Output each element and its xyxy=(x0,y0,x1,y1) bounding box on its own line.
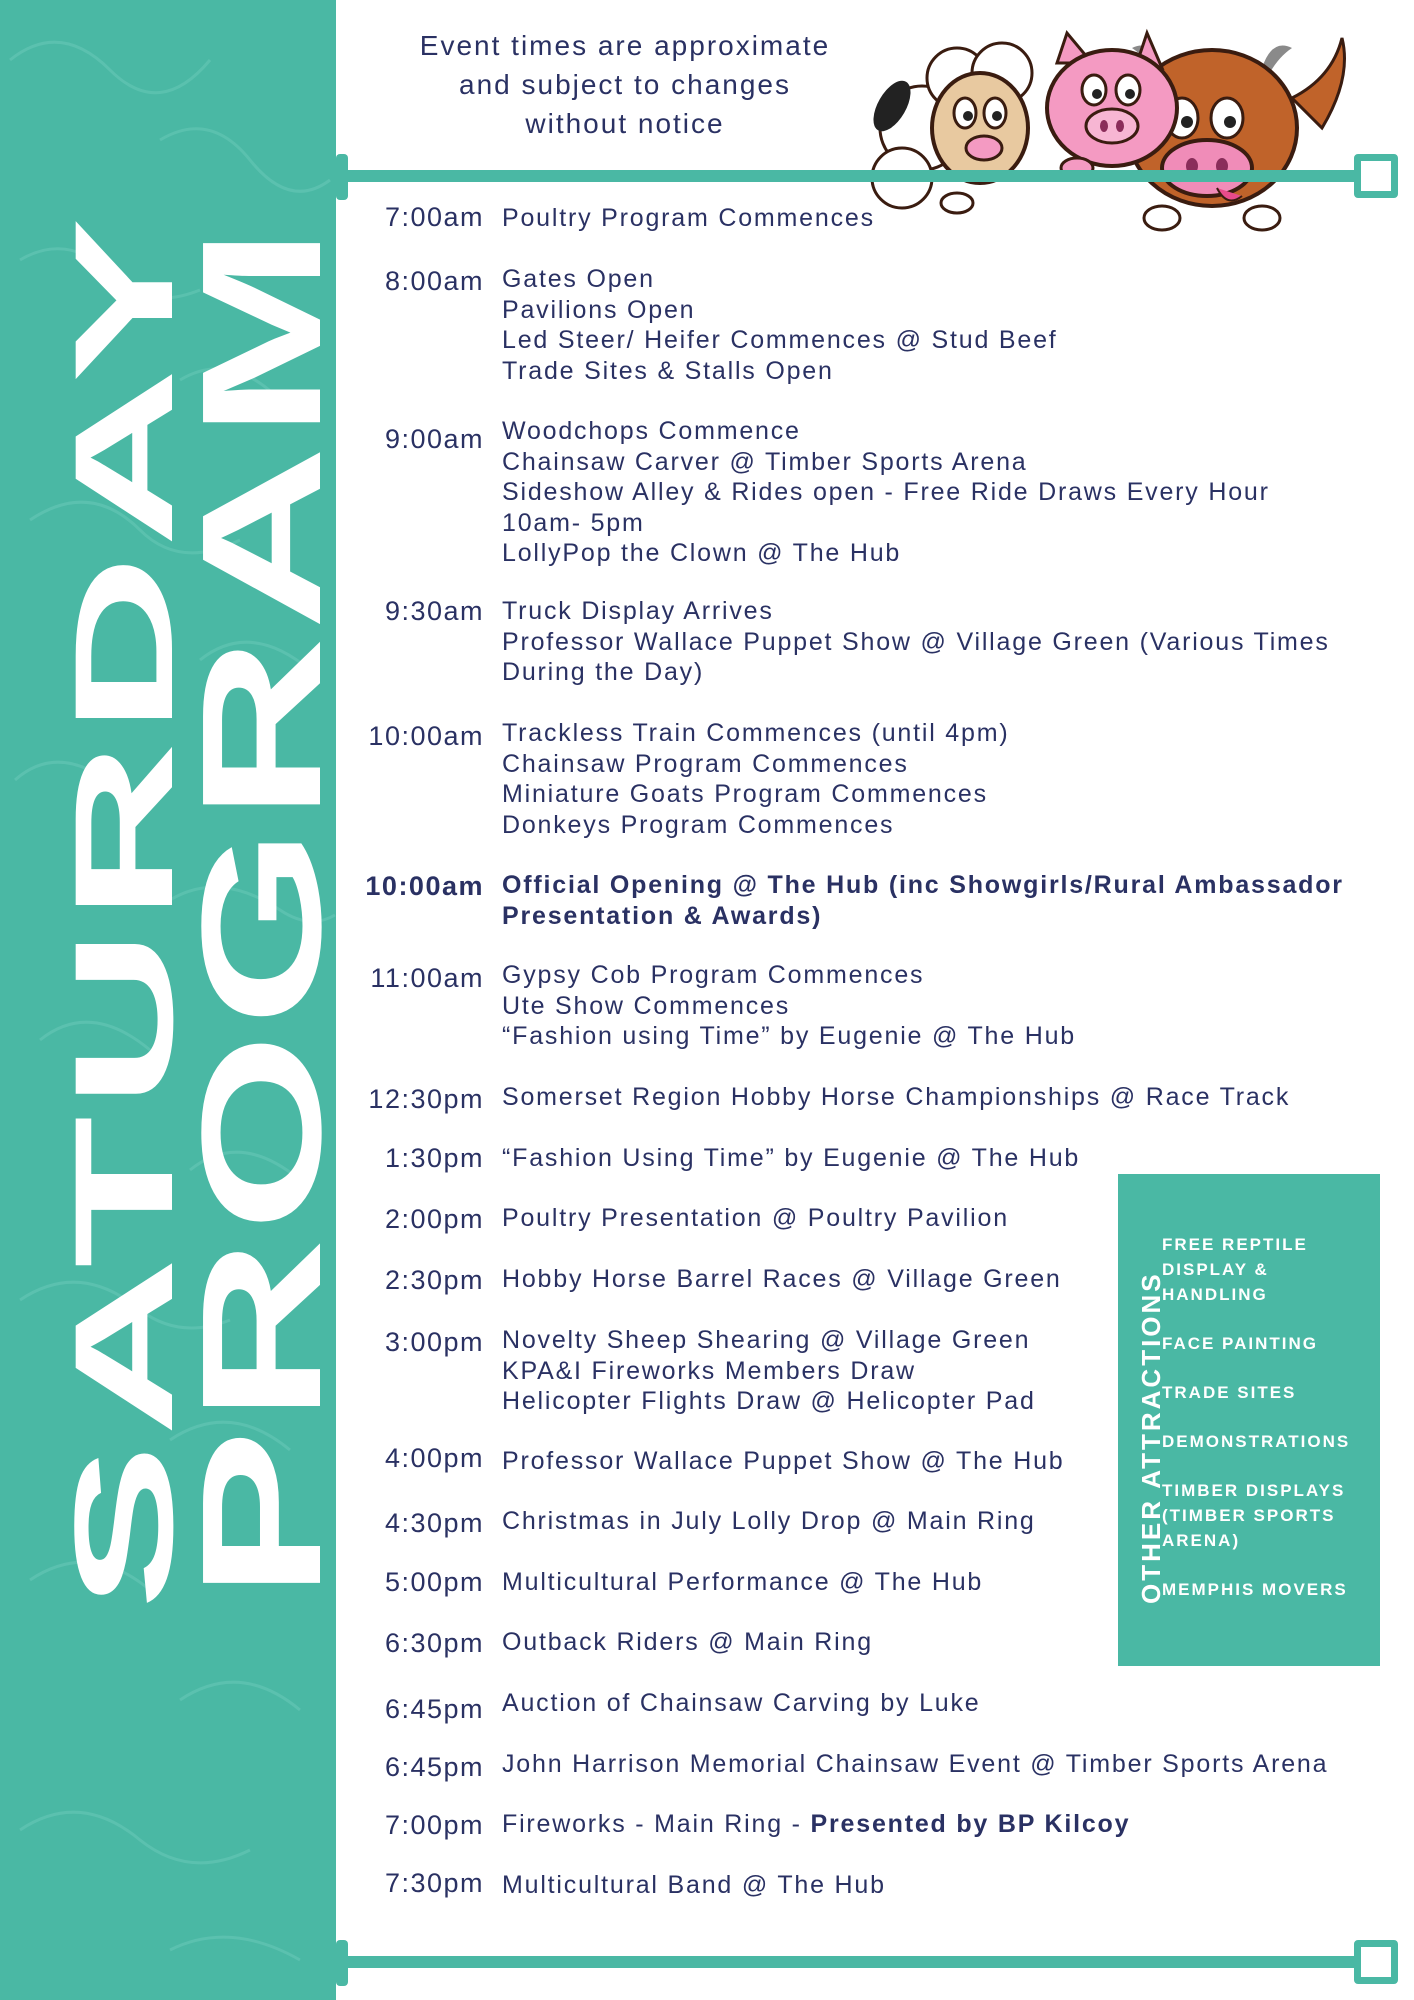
event-item: Pavilions Open xyxy=(502,295,696,324)
event-item: Trackless Train Commences (until 4pm) xyxy=(502,719,1010,747)
event-items xyxy=(502,596,1402,688)
event-time: 2:30pm xyxy=(384,1265,484,1295)
attractions-list xyxy=(1162,1232,1376,1626)
event-item: Hobby Horse Barrel Races @ Village Green xyxy=(502,1265,1062,1293)
event-item: LollyPop the Clown @ The Hub xyxy=(502,539,902,567)
other-attractions-box xyxy=(1118,1174,1380,1666)
notice-line-1: Event times are approximate xyxy=(419,30,831,61)
event-item: Donkeys Program Commences xyxy=(502,810,895,839)
event-time: 3:00pm xyxy=(384,1327,484,1357)
event-item: “Fashion Using Time” by Eugenie @ The Hub xyxy=(502,1144,1081,1172)
event-item: Chainsaw Carver @ Timber Sports Arena xyxy=(502,447,1028,476)
attraction-item: MEMPHIS MOVERS xyxy=(1162,1580,1348,1599)
event-item: 10am- 5pm xyxy=(502,508,645,537)
notice-line-2: and subject to changes xyxy=(459,69,791,100)
event-time: 4:30pm xyxy=(384,1508,484,1538)
event-time: 7:00am xyxy=(384,202,484,232)
event-item: Poultry Program Commences xyxy=(502,204,875,232)
event-item: Professor Wallace Puppet Show @ The Hub xyxy=(502,1447,1065,1475)
event-time: 11:00am xyxy=(370,963,484,993)
event-item xyxy=(502,1809,1402,1840)
top-rail xyxy=(336,170,1376,182)
title-sidebar xyxy=(0,0,357,2000)
event-items xyxy=(502,718,1402,840)
event-item: KPA&I Fireworks Members Draw xyxy=(502,1356,916,1385)
event-time: 6:30pm xyxy=(384,1628,484,1658)
event-items xyxy=(502,870,1402,931)
event-item: Miniature Goats Program Commences xyxy=(502,780,988,808)
event-time: 12:30pm xyxy=(368,1084,484,1114)
event-item: Somerset Region Hobby Horse Championships @ Race Track xyxy=(502,1083,1291,1111)
event-item: Christmas in July Lolly Drop @ Main Ring xyxy=(502,1507,1036,1535)
event-item: John Harrison Memorial Chainsaw Event @ Timber Sports Arena xyxy=(502,1750,1329,1778)
event-time: 9:00am xyxy=(384,424,484,454)
event-time: 2:00pm xyxy=(384,1204,484,1234)
attraction-item: FREE REPTILE DISPLAY & HANDLING xyxy=(1162,1235,1308,1304)
bottom-rail-right-cap xyxy=(1354,1940,1398,1984)
event-item: Trade Sites & Stalls Open xyxy=(502,356,834,385)
sheep-icon xyxy=(866,43,1032,213)
attraction-item: DEMONSTRATIONS xyxy=(1162,1432,1351,1451)
event-item: Truck Display Arrives xyxy=(502,597,774,625)
event-item: Gates Open xyxy=(502,265,655,293)
event-time: 1:30pm xyxy=(384,1143,484,1173)
event-items xyxy=(502,416,1402,569)
event-item: Professor Wallace Puppet Show @ Village Green (Various Times xyxy=(502,627,1330,656)
event-item: Led Steer/ Heifer Commences @ Stud Beef xyxy=(502,326,1058,354)
event-item: Ute Show Commences xyxy=(502,991,791,1020)
event-item: Woodchops Commence xyxy=(502,417,801,445)
event-items xyxy=(502,1809,1402,1840)
event-time: 8:00am xyxy=(384,266,484,296)
event-item: Novelty Sheep Shearing @ Village Green xyxy=(502,1326,1031,1354)
event-item: Sideshow Alley & Rides open - Free Ride Draws Every Hour xyxy=(502,478,1270,506)
event-item: Poultry Presentation @ Poultry Pavilion xyxy=(502,1204,1009,1232)
event-time: 7:30pm xyxy=(384,1868,484,1898)
event-time: 10:00am xyxy=(365,871,484,901)
event-item: Multicultural Band @ The Hub xyxy=(502,1871,886,1899)
event-time: 5:00pm xyxy=(384,1567,484,1597)
event-item: Gypsy Cob Program Commences xyxy=(502,961,925,989)
bottom-rail xyxy=(336,1956,1376,1968)
event-items xyxy=(502,1143,1402,1174)
event-time: 10:00am xyxy=(368,721,484,751)
top-rail-right-cap xyxy=(1354,154,1398,198)
event-item: Chainsaw Program Commences xyxy=(502,749,909,778)
event-item: Outback Riders @ Main Ring xyxy=(502,1628,873,1656)
event-items xyxy=(502,1749,1402,1780)
event-items xyxy=(502,1688,1402,1719)
event-item-text: Fireworks - Main Ring - xyxy=(502,1810,811,1838)
attraction-item: TRADE SITES xyxy=(1162,1383,1297,1402)
event-time: 6:45pm xyxy=(384,1752,484,1782)
other-attractions-heading: OTHER ATTRACTIONS xyxy=(1136,1271,1166,1604)
event-items xyxy=(502,264,1402,386)
event-items xyxy=(502,1870,1402,1901)
sponsor-text: Presented by BP Kilcoy xyxy=(810,1810,1131,1838)
event-time: 7:00pm xyxy=(384,1810,484,1840)
event-time: 9:30am xyxy=(384,596,484,626)
event-time: 6:45pm xyxy=(384,1694,484,1724)
event-item: Multicultural Performance @ The Hub xyxy=(502,1568,984,1596)
notice-text xyxy=(360,26,890,143)
event-items xyxy=(502,1082,1402,1113)
title-program: PROGRAM xyxy=(167,684,357,1600)
attraction-item: FACE PAINTING xyxy=(1162,1334,1319,1353)
vertical-title xyxy=(0,0,357,2000)
event-time: 4:00pm xyxy=(384,1443,484,1473)
event-item: During the Day) xyxy=(502,658,705,686)
title-saturday: SATURDAY xyxy=(45,823,202,1610)
event-item: Helicopter Flights Draw @ Helicopter Pad xyxy=(502,1387,1036,1415)
notice-line-3: without notice xyxy=(525,108,725,139)
event-item: Auction of Chainsaw Carving by Luke xyxy=(502,1689,981,1717)
event-item: Presentation & Awards) xyxy=(502,901,823,930)
event-items xyxy=(502,203,1402,234)
event-item: “Fashion using Time” by Eugenie @ The Hub xyxy=(502,1022,1076,1050)
attraction-item: TIMBER DISPLAYS (TIMBER SPORTS ARENA) xyxy=(1162,1481,1346,1550)
event-item: Official Opening @ The Hub (inc Showgirls/Rural Ambassador xyxy=(502,871,1344,899)
event-items xyxy=(502,960,1402,1052)
